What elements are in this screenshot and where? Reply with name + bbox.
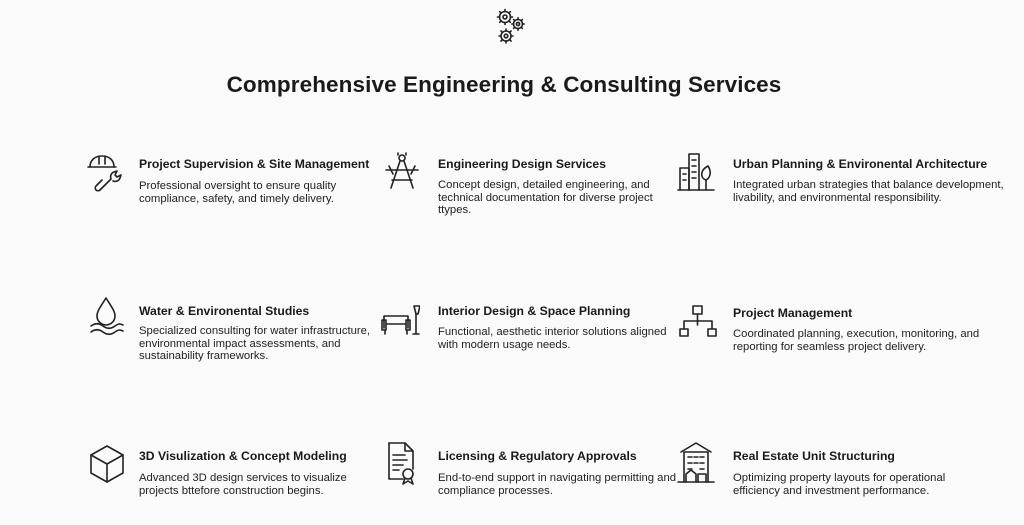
service-description: Coordinated planning, execution, monitoring, and reporting for seamless project delivery. bbox=[733, 328, 980, 353]
hardhat-wrench-icon bbox=[86, 150, 126, 194]
service-description: Optimizing property layouts for operational efficiency and investment performance. bbox=[733, 472, 946, 497]
service-title: Project Management bbox=[733, 306, 853, 320]
service-description: Professional oversight to ensure quality compliance, safety, and timely delivery. bbox=[139, 180, 337, 205]
sofa-lamp-icon bbox=[380, 298, 420, 342]
city-leaf-icon bbox=[676, 150, 716, 194]
service-title: Urban Planning & Environental Architecture bbox=[733, 157, 988, 171]
compass-ruler-icon bbox=[382, 150, 422, 194]
water-drop-icon bbox=[88, 294, 128, 338]
service-title: Real Estate Unit Structuring bbox=[733, 449, 895, 463]
building-icon bbox=[676, 440, 716, 484]
org-chart-icon bbox=[678, 302, 718, 346]
service-title: Interior Design & Space Planning bbox=[438, 304, 631, 318]
service-description: Advanced 3D design services to visualize projects bttefore construction begins. bbox=[139, 472, 347, 497]
service-title: 3D Visulization & Concept Modeling bbox=[139, 449, 347, 463]
service-description: Functional, aesthetic interior solutions aligned with modern usage needs. bbox=[438, 326, 667, 351]
service-description: End-to-end support in navigating permitting and compliance processes. bbox=[438, 472, 677, 497]
certificate-icon bbox=[384, 441, 424, 485]
service-description: Specialized consulting for water infrastructure, environmental impact assessments, and sustainability frameworks. bbox=[139, 325, 371, 363]
service-title: Water & Environental Studies bbox=[139, 304, 310, 318]
gears-icon bbox=[493, 6, 529, 46]
service-title: Engineering Design Services bbox=[438, 157, 606, 171]
page-title: Comprehensive Engineering & Consulting Services bbox=[226, 72, 782, 98]
service-description: Integrated urban strategies that balance development, livability, and environmental responsibility. bbox=[733, 179, 1004, 204]
service-title: Licensing & Regulatory Approvals bbox=[438, 449, 637, 463]
service-title: Project Supervision & Site Management bbox=[139, 157, 370, 171]
service-description: Concept design, detailed engineering, and technical documentation for diverse project ttypes. bbox=[438, 179, 653, 217]
cube-icon bbox=[87, 442, 127, 486]
